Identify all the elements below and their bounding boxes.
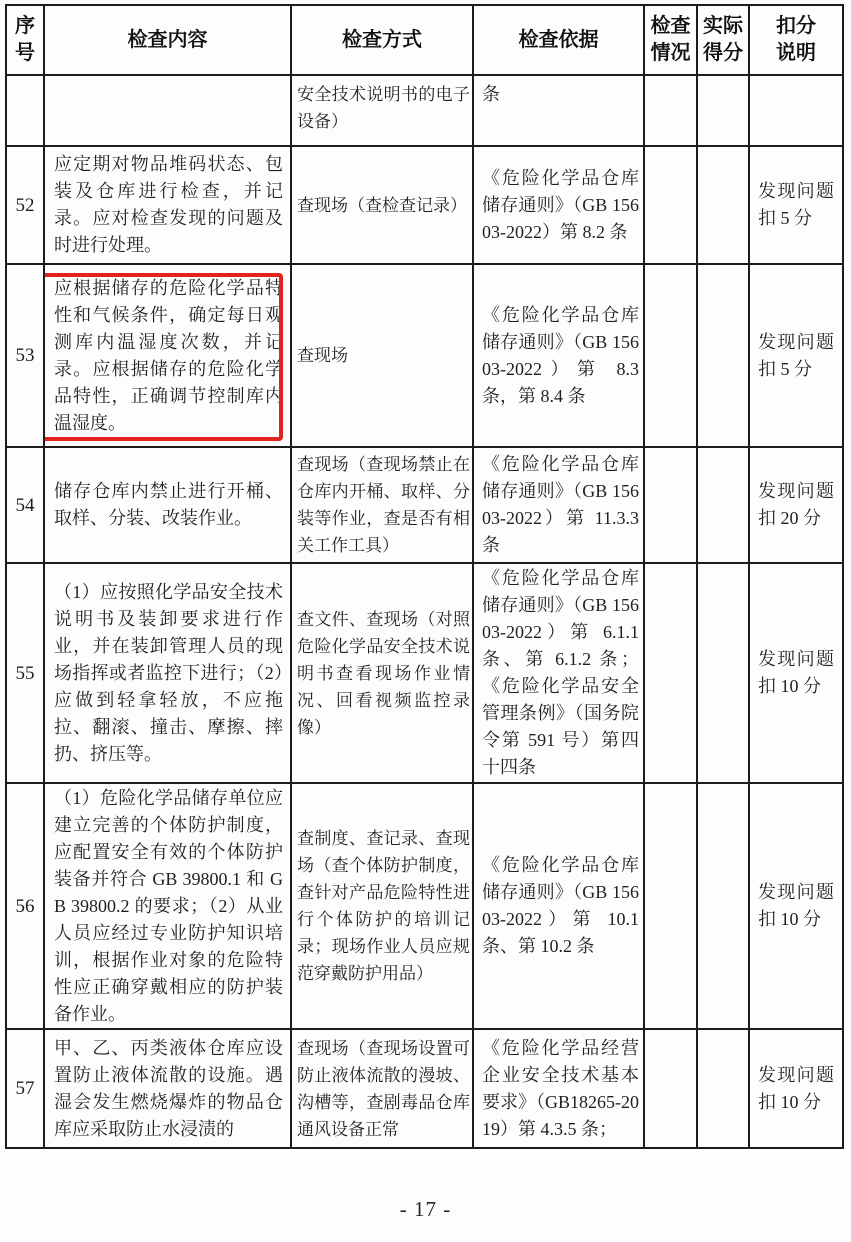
table-row bbox=[6, 1029, 843, 1148]
table-header bbox=[6, 5, 843, 75]
inspection-situation-cell bbox=[644, 783, 697, 1029]
serial-number-cell: 56 bbox=[6, 783, 44, 1029]
inspection-content-cell: 甲、乙、丙类液体仓库应设置防止液体流散的设施。遇湿会发生燃烧爆炸的物品仓库应采取防止水浸渍的 bbox=[44, 1029, 291, 1148]
actual-score-cell bbox=[697, 75, 749, 146]
inspection-situation-cell bbox=[644, 1029, 697, 1148]
inspection-basis-cell: 《危险化学品仓库储存通则》（GB 15603-2022）第 11.3.3 条 bbox=[473, 447, 644, 563]
inspection-method-cell: 查制度、查记录、查现场（查个体防护制度，查针对产品危险特性进行个体防护的培训记录；现场作业人员应规范穿戴防护用品） bbox=[291, 783, 473, 1029]
header-inspection-situation-label: 检查情况 bbox=[650, 15, 691, 64]
inspection-basis-cell: 《危险化学品经营企业安全技术基本要求》（GB18265-2019）第 4.3.5 条； bbox=[473, 1029, 644, 1148]
table-row bbox=[6, 75, 843, 146]
serial-number-cell: 52 bbox=[6, 146, 44, 264]
inspection-basis-cell: 《危险化学品仓库储存通则》（GB 15603-2022）第 6.1.1 条、第 6.1.2 条；《危险化学品安全管理条例》（国务院令第 591 号）第四十四条 bbox=[473, 563, 644, 783]
header-actual-score bbox=[697, 5, 749, 75]
serial-number-cell: 57 bbox=[6, 1029, 44, 1148]
actual-score-cell bbox=[697, 447, 749, 563]
actual-score-cell bbox=[697, 783, 749, 1029]
header-inspection-method bbox=[291, 5, 473, 75]
serial-number-cell: 53 bbox=[6, 264, 44, 447]
deduction-note-cell: 发现问题扣 5 分 bbox=[749, 146, 843, 264]
inspection-method-cell: 查现场（查检查记录） bbox=[291, 146, 473, 264]
inspection-content-cell: 应定期对物品堆码状态、包装及仓库进行检查，并记录。应对检查发现的问题及时进行处理。 bbox=[44, 146, 291, 264]
header-inspection-situation bbox=[644, 5, 697, 75]
inspection-method-cell: 查现场（查现场设置可防止液体流散的漫坡、沟槽等，查剧毒品仓库通风设备正常 bbox=[291, 1029, 473, 1148]
header-actual-score-label: 实际得分 bbox=[703, 15, 743, 64]
deduction-note-cell: 发现问题扣 10 分 bbox=[749, 563, 843, 783]
header-inspection-content bbox=[44, 5, 291, 75]
page-number: - 17 - bbox=[399, 1197, 452, 1221]
table-row bbox=[6, 264, 843, 447]
inspection-content-cell: 储存仓库内禁止进行开桶、取样、分装、改装作业。 bbox=[44, 447, 291, 563]
table-row bbox=[6, 783, 843, 1029]
serial-number-cell: 54 bbox=[6, 447, 44, 563]
deduction-note-cell: 发现问题扣 10 分 bbox=[749, 1029, 843, 1148]
table-row bbox=[6, 447, 843, 563]
inspection-basis-cell: 《危险化学品仓库储存通则》（GB 15603-2022）第 8.3 条，第 8.4 条 bbox=[473, 264, 644, 447]
inspection-method-cell: 安全技术说明书的电子设备） bbox=[291, 75, 473, 146]
inspection-basis-cell: 《危险化学品仓库储存通则》（GB 15603-2022）第 8.2 条 bbox=[473, 146, 644, 264]
inspection-content-cell: （1）危险化学品储存单位应建立完善的个体防护制度，应配置安全有效的个体防护装备并符合 GB 39800.1 和 GB 39800.2 的要求；（2）从业人员应经过专业防护知识培训，根据作业对象的危险特性应正确穿戴相应的防护装备作业。 bbox=[44, 783, 291, 1029]
serial-number-cell: 55 bbox=[6, 563, 44, 783]
header-deduction-note-label: 扣分说明 bbox=[776, 15, 816, 64]
inspection-content-cell bbox=[44, 75, 291, 146]
actual-score-cell bbox=[697, 264, 749, 447]
header-row bbox=[6, 5, 843, 75]
serial-number-cell bbox=[6, 75, 44, 146]
inspection-situation-cell bbox=[644, 146, 697, 264]
inspection-basis-cell: 《危险化学品仓库储存通则》（GB 15603-2022）第 10.1 条、第 10.2 条 bbox=[473, 783, 644, 1029]
header-serial-number-label: 序号 bbox=[15, 15, 35, 64]
actual-score-cell bbox=[697, 563, 749, 783]
inspection-basis-cell: 条 bbox=[473, 75, 644, 146]
inspection-situation-cell bbox=[644, 75, 697, 146]
deduction-note-cell: 发现问题扣 20 分 bbox=[749, 447, 843, 563]
inspection-method-cell: 查现场 bbox=[291, 264, 473, 447]
header-deduction-note bbox=[749, 5, 843, 75]
table-row bbox=[6, 563, 843, 783]
inspection-content-cell: （1）应按照化学品安全技术说明书及装卸要求进行作业，并在装卸管理人员的现场指挥或者监控下进行；（2）应做到轻拿轻放，不应拖拉、翻滚、撞击、摩擦、摔扔、挤压等。 bbox=[44, 563, 291, 783]
deduction-note-cell: 发现问题扣 10 分 bbox=[749, 783, 843, 1029]
header-inspection-basis-label: 检查依据 bbox=[518, 28, 599, 51]
inspection-situation-cell bbox=[644, 447, 697, 563]
inspection-method-cell: 查文件、查现场（对照危险化学品安全技术说明书查看现场作业情况、回看视频监控录像） bbox=[291, 563, 473, 783]
inspection-situation-cell bbox=[644, 264, 697, 447]
table-body bbox=[6, 75, 843, 1148]
header-inspection-content-label: 检查内容 bbox=[127, 28, 208, 51]
inspection-checklist-table bbox=[5, 4, 844, 1149]
table-row bbox=[6, 146, 843, 264]
deduction-note-cell bbox=[749, 75, 843, 146]
header-inspection-basis bbox=[473, 5, 644, 75]
header-serial-number bbox=[6, 5, 44, 75]
deduction-note-cell: 发现问题扣 5 分 bbox=[749, 264, 843, 447]
actual-score-cell bbox=[697, 146, 749, 264]
inspection-content-cell: 应根据储存的危险化学品特性和气候条件，确定每日观测库内温湿度次数，并记录。应根据储存的危险化学品特性，正确调节控制库内温湿度。 bbox=[44, 264, 291, 447]
inspection-method-cell: 查现场（查现场禁止在仓库内开桶、取样、分装等作业，查是否有相关工作工具） bbox=[291, 447, 473, 563]
header-inspection-method-label: 检查方式 bbox=[342, 28, 422, 51]
actual-score-cell bbox=[697, 1029, 749, 1148]
inspection-situation-cell bbox=[644, 563, 697, 783]
